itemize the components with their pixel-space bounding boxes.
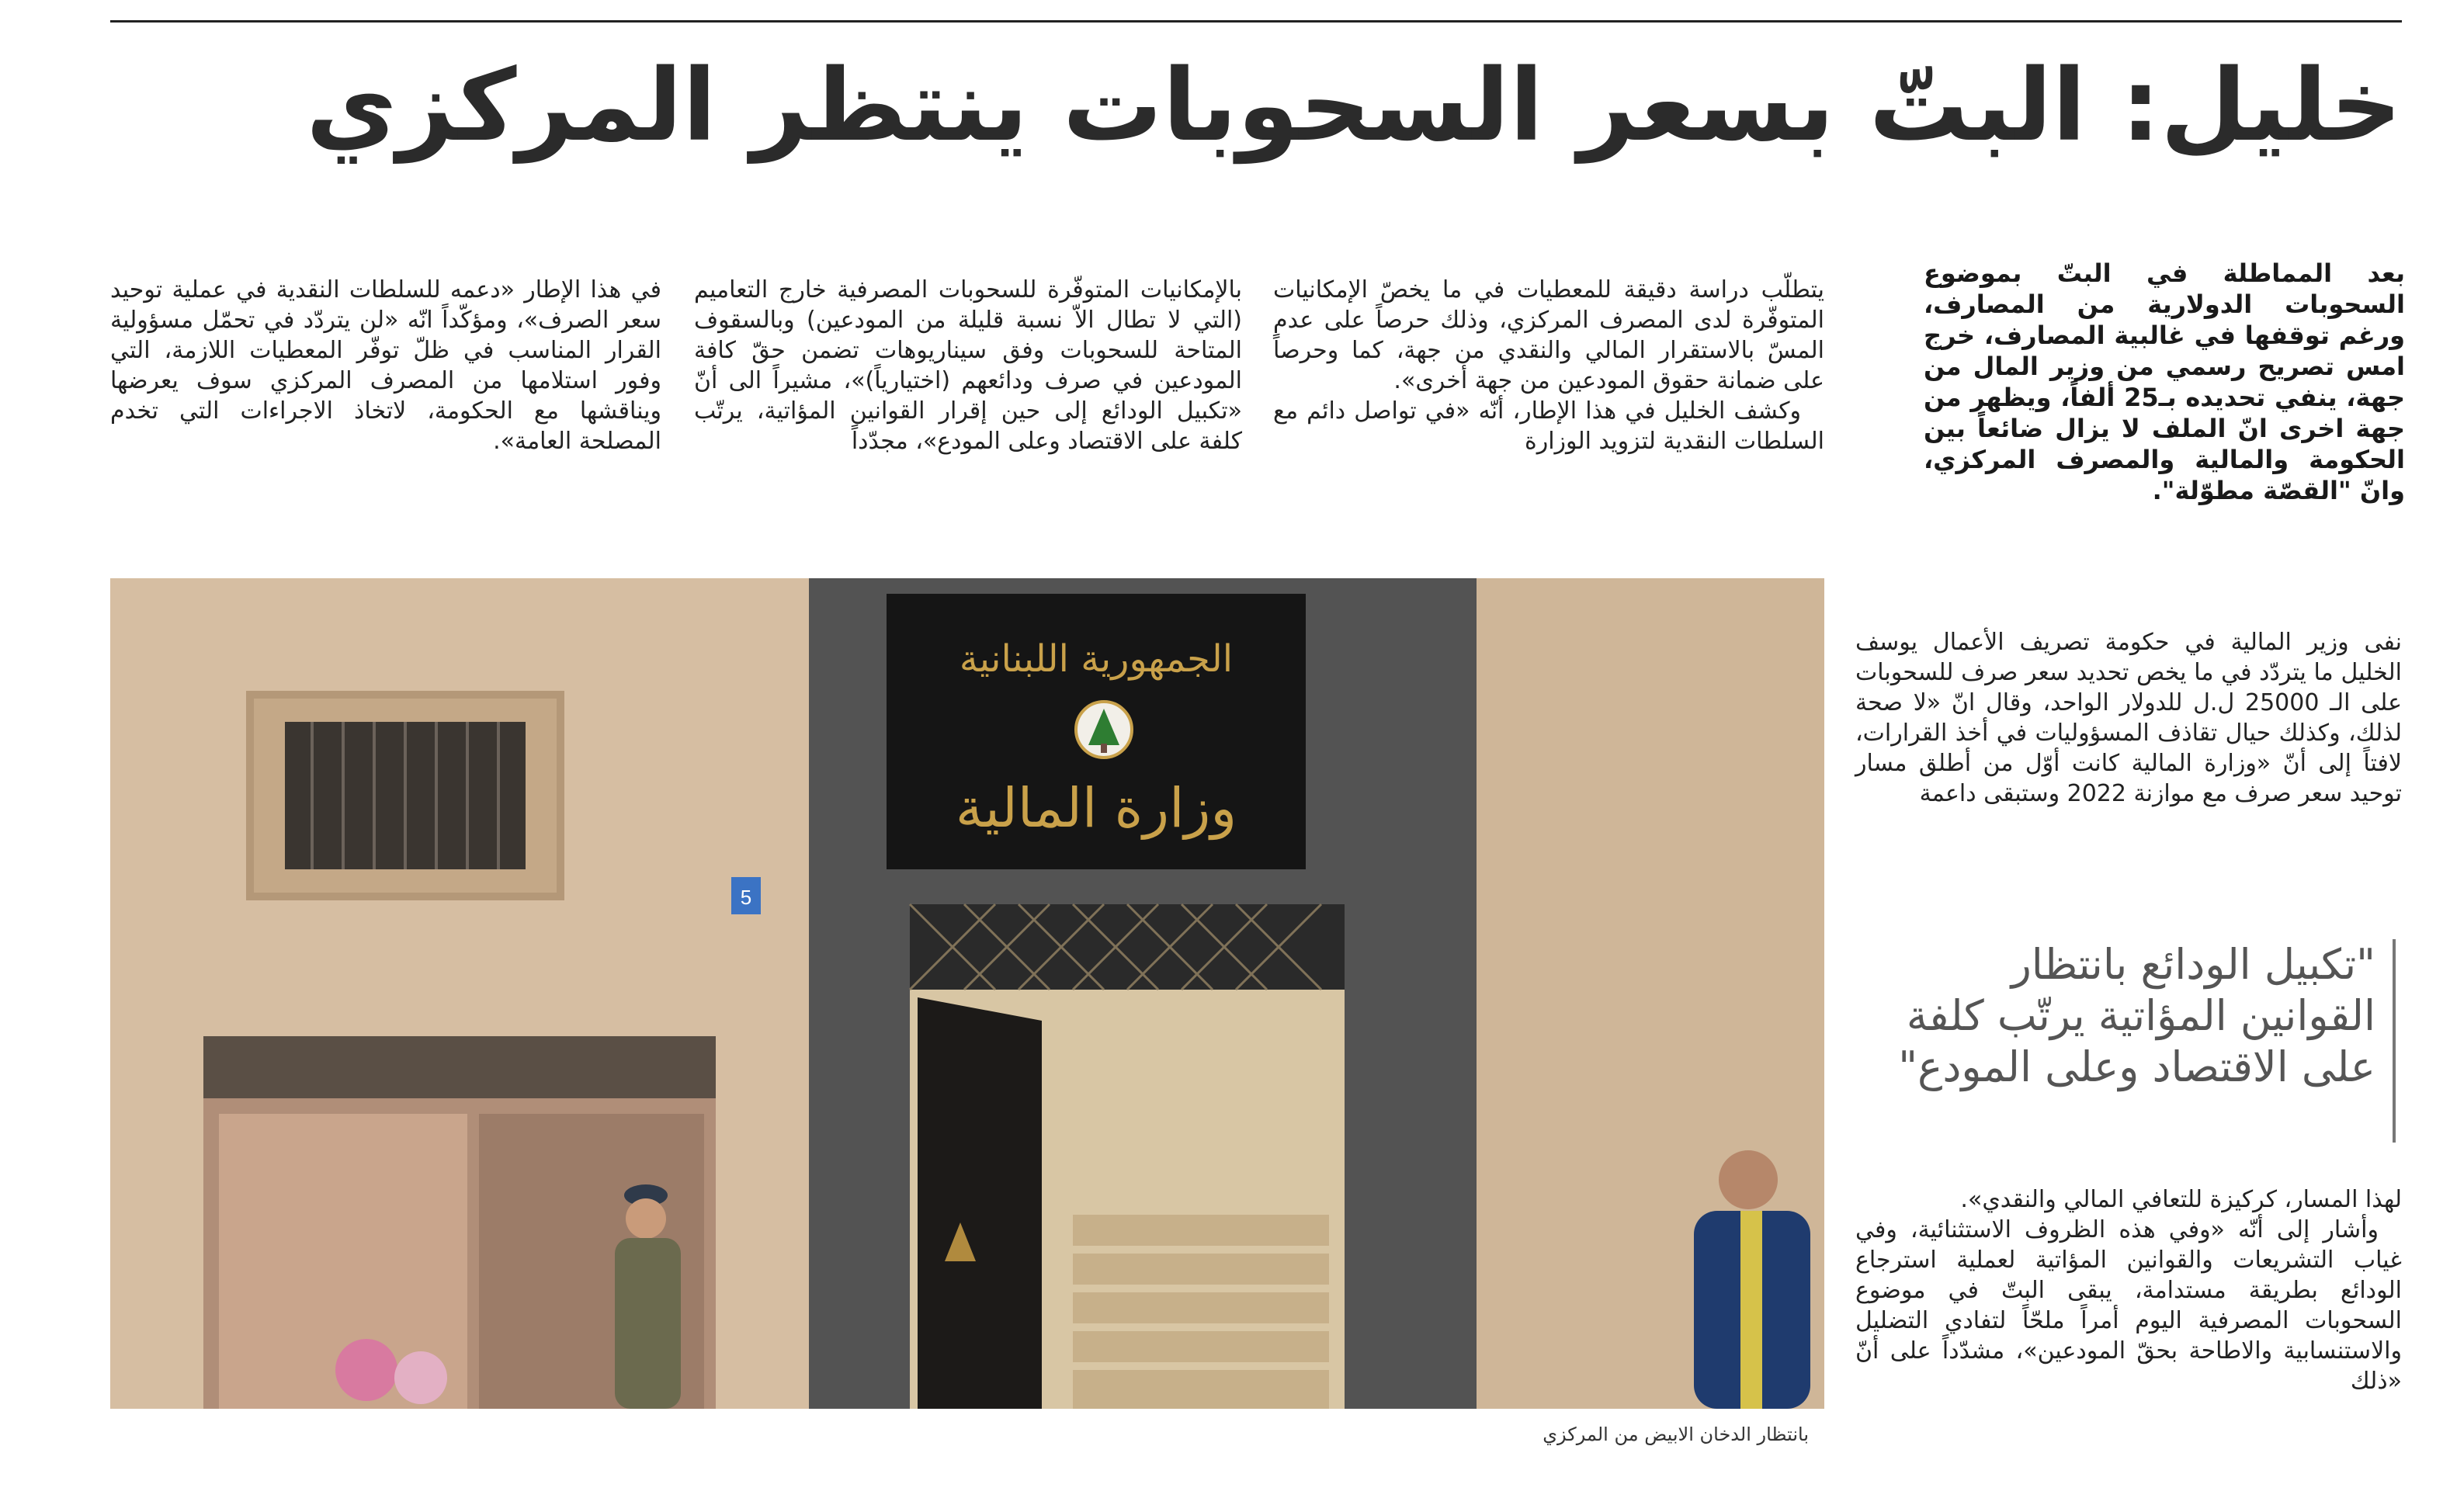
lead-paragraph (1924, 258, 2405, 537)
headline: خليل: البتّ بسعر السحوبات ينتظر المركزي (306, 48, 2402, 164)
right-column-bottom-paragraph-1: لهذا المسار، كركيزة للتعافي المالي والنقدي». (1960, 1186, 2402, 1213)
column-3-text: بالإمكانيات المتوفّرة للسحوبات المصرفية خارج التعاميم (التي لا تطال الاّ نسبة قليلة من المودعين) وبالسقوف المتاحة للسحوبات وفق سيناريوهات تضمن حقّ كافة المودعين في صرف ودائعهم (اختيارياً)»، مشيراً الى أنّ «تكبيل الودائع إلى حين إقرار القوانين المؤاتية، يرتّب كلفة على الاقتصاد وعلى المودع»، مجدّداً (694, 276, 1242, 455)
right-column-bottom-paragraph-2: وأشار إلى أنّه «وفي هذه الظروف الاستثنائية، وفي غياب التشريعات والقوانين المؤاتية لعملية استرجاع الودائع بطريقة مستدامة، يبقى البتّ في موضوع السحوبات المصرفية اليوم أمراً ملحّاً لتفادي التضليل والاستنسابية والاطاحة بحقّ المودعين»، مشدّداً على أنّ «ذلك (1855, 1216, 2402, 1395)
article-column-3 (694, 275, 1242, 546)
column-2-paragraph-1: يتطلّب دراسة دقيقة للمعطيات في ما يخصّ الإمكانيات المتوفّرة لدى المصرف المركزي، وذلك حرصاً على عدم المسّ بالاستقرار المالي والنقدي من جهة، كما وحرصاً على ضمانة حقوق المودعين من جهة أخرى». (1273, 276, 1824, 394)
article-column-2 (1273, 275, 1824, 546)
right-column-bottom (1855, 1184, 2402, 1456)
article-photo (110, 578, 1824, 1409)
sign-bottom-text: وزارة المالية (955, 776, 1237, 840)
photo-illustration (110, 578, 1824, 1409)
article-column-4 (110, 275, 661, 546)
right-column-top-text: نفى وزير المالية في حكومة تصريف الأعمال يوسف الخليل ما يتردّد في ما يخص تحديد سعر صرف للسحوبات على الـ 25000 ل.ل للدولار الواحد، وقال انّ «لا صحة لذلك، وكذلك حيال تقاذف المسؤوليات في أخذ القرارات، لافتاً إلى أنّ «وزارة المالية كانت أوّل من أطلق مسار توحيد سعر صرف مع موازنة 2022 وستبقى داعمة (1855, 629, 2402, 807)
top-rule (110, 20, 2402, 23)
sign-top-text: الجمهورية اللبنانية (959, 637, 1234, 681)
photo-caption: بانتظار الدخان الابيض من المركزي (1543, 1424, 1809, 1445)
right-column-top (1855, 627, 2402, 914)
column-4-text: في هذا الإطار «دعمه للسلطات النقدية في عملية توحيد سعر الصرف»، ومؤكّداً انّه «لن يتردّد في تحمّل مسؤولية القرار المناسب في ظلّ توفّر المعطيات اللازمة، التي وفور استلامها من المصرف المركزي سوف يعرضها ويناقشها مع الحكومة، لاتخاذ الاجراءات التي تخدم المصلحة العامة». (110, 276, 661, 455)
building-number: 5 (740, 886, 752, 909)
pull-quote: "تكبيل الودائع بانتظار القوانين المؤاتية يرتّب كلفة على الاقتصاد وعلى المودع" (1863, 939, 2396, 1143)
cedar-emblem (1076, 702, 1132, 758)
column-2-paragraph-2: وكشف الخليل في هذا الإطار، أنّه «في تواصل دائم مع السلطات النقدية لتزويد الوزارة (1273, 397, 1824, 455)
lead-text: بعد المماطلة في البتّ بموضوع السحوبات الدولارية من المصارف، ورغم توقفها في غالبية المصارف، خرج امس تصريح رسمي من وزير المال من جهة، ينفي تحديده بـ25 ألفاً، ويظهر من جهة اخرى انّ الملف لا يزال ضائعاً بين الحكومة والمالية والمصرف المركزي، وانّ "القصّة مطوّلة". (1924, 258, 2406, 505)
